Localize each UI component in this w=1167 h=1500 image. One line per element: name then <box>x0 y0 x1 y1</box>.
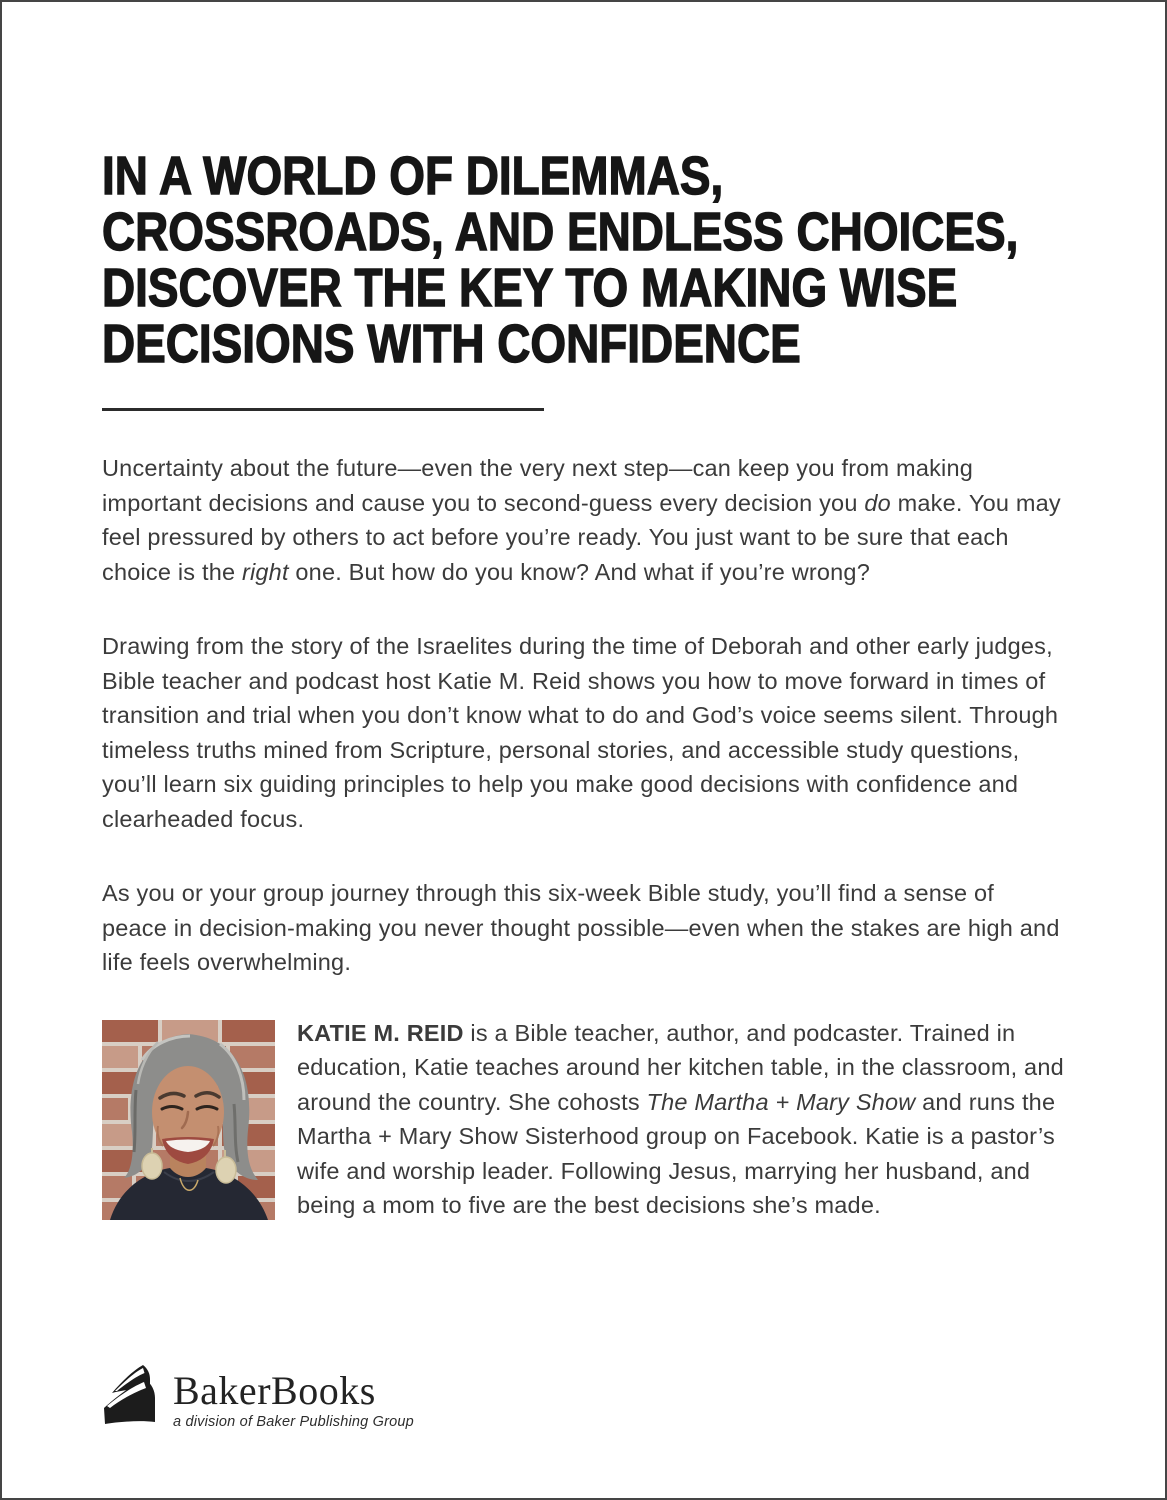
bio-text: KATIE M. REID is a Bible teacher, author, and podcaster. Trained in education, Katie teaches around her kitchen table, in the classroom, and around the country. She cohosts The Martha + Mary Show and runs the Martha + Mary Show Sisterhood group on Facebook. Katie is a pastor’s wife and worship leader. Following Jesus, marrying her husband, and being a mom to five are the best decisions she’s made. <box>297 1019 1064 1219</box>
description-paragraph: Drawing from the story of the Israelites during the time of Deborah and other early judges, Bible teacher and podcast host Katie M. Reid shows you how to move forward in times of transition and trial when you don’t know what to do and God’s voice seems silent. Through timeless truths mined from Scripture, personal stories, and accessible study questions, you’ll learn six guiding principles to help you make good decisions with confidence and clearheaded focus. <box>102 633 1059 832</box>
headline-line: DISCOVER THE KEY TO MAKING WISE <box>102 258 958 318</box>
author-bio <box>102 1020 1065 1223</box>
headline-line: IN A WORLD OF DILEMMAS, <box>102 146 724 206</box>
invitation-paragraph: As you or your group journey through this six-week Bible study, you’ll find a sense of peace in decision-making you never thought possible—even when the stakes are high and life feels overwhelming. <box>102 880 1060 976</box>
publisher-logo <box>102 1360 414 1430</box>
headline-line: DECISIONS WITH CONFIDENCE <box>102 314 801 374</box>
intro-paragraph: Uncertainty about the future—even the very next step—can keep you from making important decisions and cause you to second-guess every decision you do make. You may feel pressured by others to act before you’re ready. You just want to be sure that each choice is the right one. But how do you know? And what if you’re wrong? <box>102 455 1061 585</box>
headline-divider <box>102 408 544 411</box>
bakerbooks-logo-icon <box>102 1360 164 1428</box>
headline-line: CROSSROADS, AND ENDLESS CHOICES, <box>102 202 1019 262</box>
publisher-name: BakerBooks <box>173 1368 376 1413</box>
author-photo <box>102 1020 275 1220</box>
publisher-tagline: a division of Baker Publishing Group <box>173 1414 414 1430</box>
headline <box>102 148 1065 372</box>
